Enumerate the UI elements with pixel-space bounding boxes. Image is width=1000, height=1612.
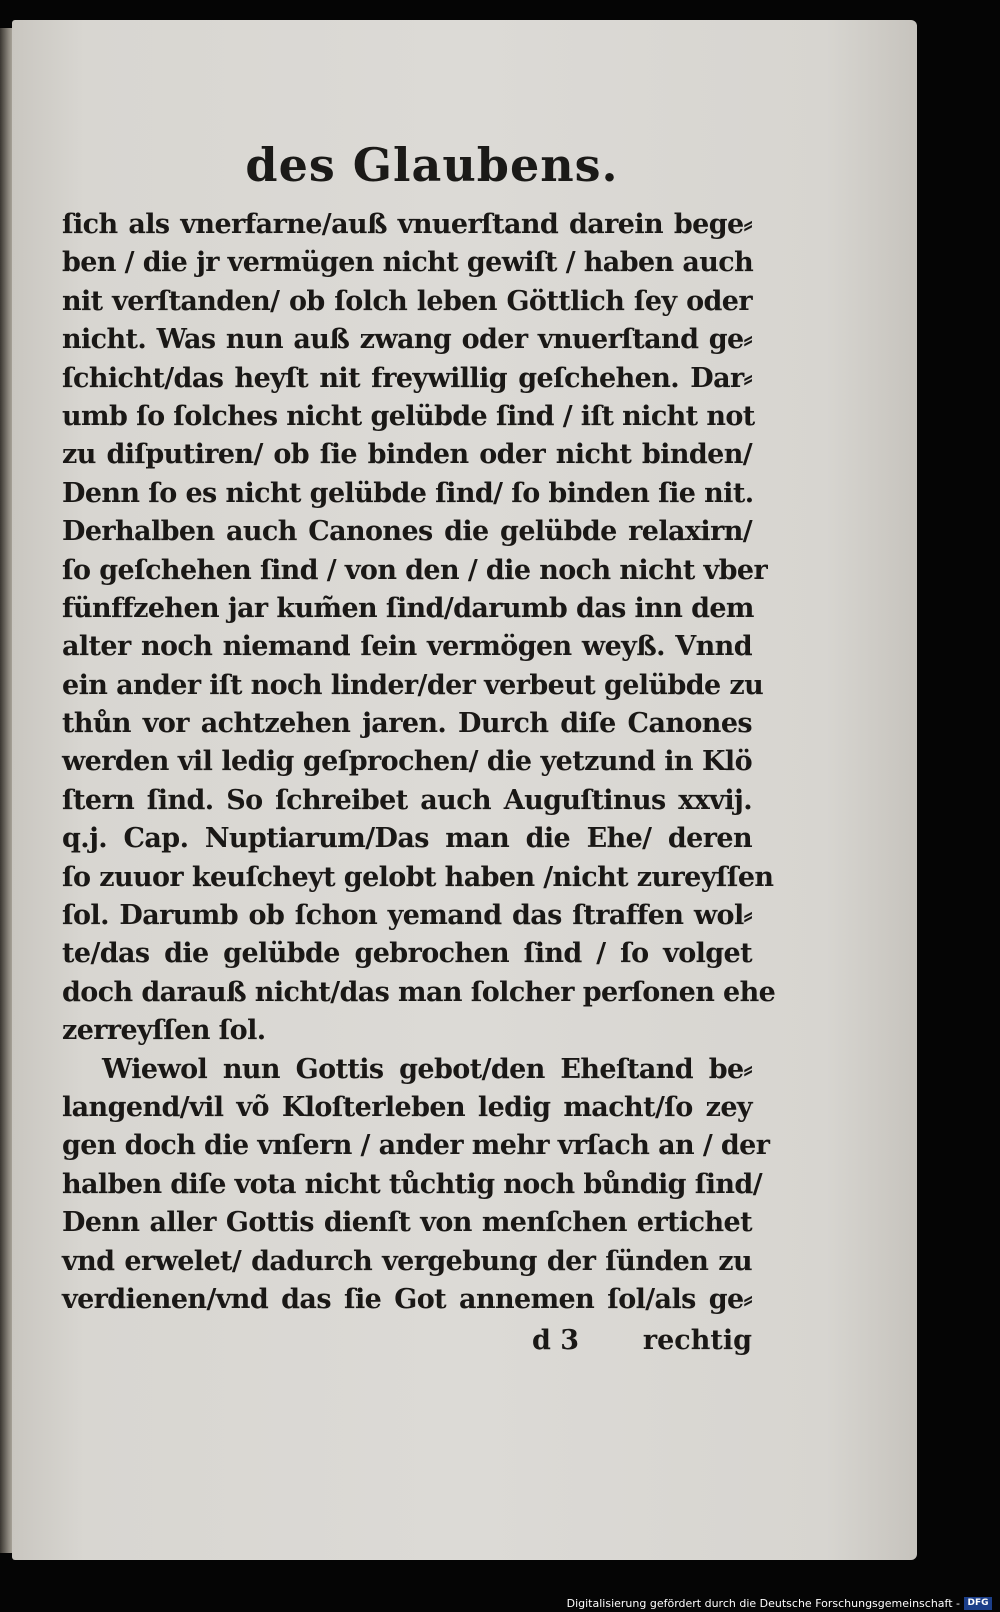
text-line: fünffzehen jar kum̃en ſind/darumb das inn dem: [62, 592, 754, 624]
text-line: vnd erwelet/ dadurch vergebung der ſünden zu: [62, 1245, 752, 1277]
text-line: langend/vil võ Kloſterleben ledig macht/ſo zey: [62, 1091, 752, 1123]
text-line: zerreyſſen ſol.: [62, 1015, 266, 1047]
text-line: halben diſe vota nicht tůchtig noch bůndig ſind/: [62, 1168, 762, 1200]
text-line: verdienen/vnd das ſie Got annemen ſol/als ge⸗: [62, 1283, 752, 1315]
text-line: te/das die gelübde gebrochen ſind / ſo volget: [62, 938, 752, 970]
text-line: ſchicht/das heyſt nit freywillig geſchehen. Dar⸗: [62, 362, 752, 394]
text-line: gen doch die vnſern / ander mehr vrſach an / der: [62, 1130, 770, 1162]
text-block: [62, 206, 776, 1319]
dfg-logo-icon: DFG: [964, 1597, 992, 1610]
signature-mark: d 3: [532, 1325, 580, 1356]
digitization-credit: Digitalisierung gefördert durch die Deutsche Forschungsgemeinschaft -: [566, 1597, 960, 1610]
book-page: [12, 20, 917, 1560]
text-line: thůn vor achtzehen jaren. Durch diſe Canones: [62, 708, 752, 740]
text-line: werden vil ledig geſprochen/ die yetzund in Klö: [62, 746, 752, 778]
running-head: des Glaubens.: [245, 138, 619, 192]
text-line: doch darauß nicht/das man ſolcher perſonen ehe: [62, 976, 776, 1008]
catchword: rechtig: [642, 1325, 752, 1356]
text-line: Denn ſo es nicht gelübde ſind/ ſo binden ſie nit.: [62, 477, 754, 509]
text-line: ſo zuuor keuſcheyt gelobt haben /nicht zureyſſen: [62, 861, 774, 893]
text-line: ſich als vnerfarne/auß vnuerſtand darein bege⸗: [62, 209, 752, 240]
text-line: nit verſtanden/ ob ſolch leben Göttlich ſey oder: [62, 285, 752, 317]
text-line: ſo geſchehen ſind / von den / die noch nicht vber: [62, 554, 768, 586]
text-line: ein ander iſt noch linder/der verbeut gelübde zu: [62, 669, 764, 701]
text-line: nicht. Was nun auß zwang oder vnuerſtand ge⸗: [62, 324, 752, 356]
text-line: q.j. Cap. Nuptiarum/Das man die Ehe/ deren: [62, 823, 752, 855]
text-line: zu diſputiren/ ob ſie binden oder nicht binden/: [62, 439, 752, 471]
text-line: Denn aller Gottis dienſt von menſchen ertichet: [62, 1207, 752, 1239]
text-line: ſtern ſind. So ſchreibet auch Auguſtinus xxvij.: [62, 784, 752, 816]
text-line: ben / die jr vermügen nicht gewiſt / haben auch: [62, 247, 754, 279]
text-line: umb ſo ſolches nicht gelübde ſind / iſt nicht not: [62, 400, 755, 432]
text-line: alter noch niemand ſein vermögen weyß. Vnnd: [62, 631, 752, 663]
text-line: Derhalben auch Canones die gelübde relaxirn/: [62, 516, 752, 548]
page-footer: [62, 1325, 752, 1365]
text-line: ſol. Darumb ob ſchon yemand das ſtraffen wol⸗: [62, 900, 752, 932]
text-line: Wiewol nun Gottis gebot/den Eheſtand be⸗: [102, 1053, 752, 1085]
